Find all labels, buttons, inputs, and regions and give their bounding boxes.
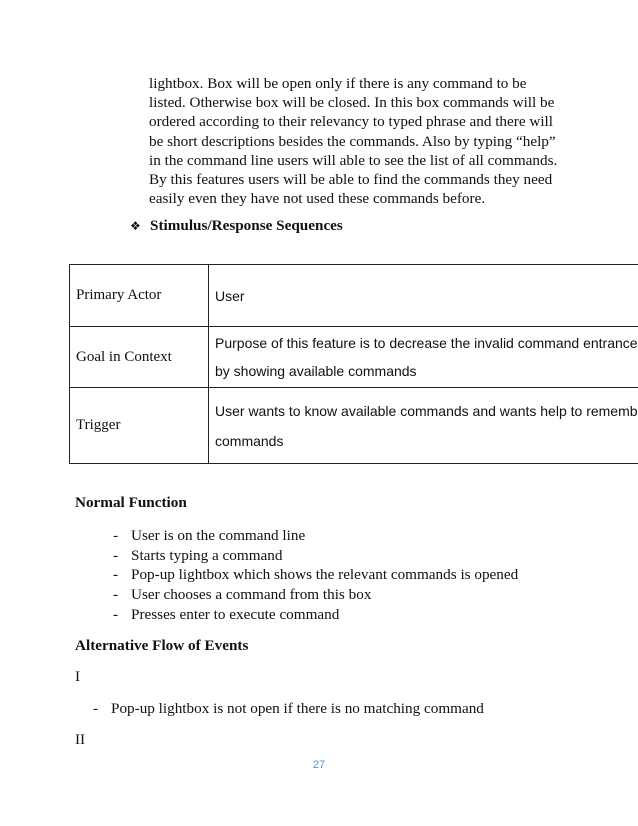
table-label-cell: Goal in Context	[70, 327, 209, 388]
table-value-line: commands	[215, 432, 284, 449]
page-number: 27	[312, 759, 326, 771]
intro-line: listed. Otherwise box will be closed. In this box commands will be	[149, 94, 555, 112]
table-value-cell	[209, 388, 638, 464]
dash-mark: -	[113, 546, 119, 564]
list-item	[113, 585, 518, 605]
list-item	[93, 699, 484, 719]
normal-function-list	[113, 526, 518, 625]
intro-line: be short descriptions besides the commands. Also by typing “help”	[149, 132, 556, 150]
list-item-text: User is on the command line	[131, 527, 306, 544]
table-value-line: User	[215, 287, 245, 304]
list-item-text: Pop-up lightbox which shows the relevant commands is opened	[131, 566, 519, 584]
table-label-cell: Trigger	[70, 388, 209, 464]
stimulus-response-heading	[130, 217, 343, 235]
alternative-flow-numeral-2: II	[75, 731, 86, 748]
use-case-table	[69, 264, 638, 464]
intro-line: By this features users will be able to find the commands they need	[149, 171, 553, 189]
list-item	[113, 565, 518, 585]
diamond-bullet-icon: ❖	[130, 219, 141, 233]
table-label-cell: Primary Actor	[70, 265, 209, 327]
intro-paragraph	[149, 74, 569, 208]
alternative-flow-list	[93, 699, 484, 719]
list-item	[113, 526, 518, 546]
list-item-text: Starts typing a command	[131, 546, 283, 564]
intro-line: lightbox. Box will be open only if there is any command to be	[149, 75, 527, 92]
table-value-line: by showing available commands	[215, 363, 417, 379]
table-row	[70, 327, 638, 388]
list-item	[113, 546, 518, 566]
table-value-cell	[209, 265, 638, 327]
normal-function-title: Normal Function	[75, 494, 187, 511]
table-value-cell	[209, 327, 638, 388]
table-row	[70, 388, 638, 464]
list-item-text: User chooses a command from this box	[131, 586, 372, 604]
stimulus-response-heading-text: Stimulus/Response Sequences	[150, 217, 343, 234]
table-value-line: Purpose of this feature is to decrease the invalid command entrance	[215, 335, 638, 351]
table-row	[70, 265, 638, 327]
table-value-line: User wants to know available commands and wants help to rememb	[215, 402, 638, 419]
dash-mark: -	[93, 700, 99, 717]
intro-line: ordered according to their relevancy to typed phrase and there will	[149, 113, 553, 131]
intro-line: easily even they have not used these commands before.	[149, 190, 486, 208]
dash-mark: -	[113, 605, 119, 623]
list-item-text: Presses enter to execute command	[131, 605, 340, 623]
list-item	[113, 605, 518, 625]
alternative-flow-title: Alternative Flow of Events	[75, 637, 249, 654]
dash-mark: -	[113, 566, 119, 584]
dash-mark: -	[113, 527, 119, 544]
list-item-text: Pop-up lightbox is not open if there is no matching command	[111, 700, 484, 717]
intro-line: in the command line users will able to see the list of all commands.	[149, 151, 558, 169]
alternative-flow-numeral-1: I	[75, 668, 81, 685]
dash-mark: -	[113, 586, 119, 604]
